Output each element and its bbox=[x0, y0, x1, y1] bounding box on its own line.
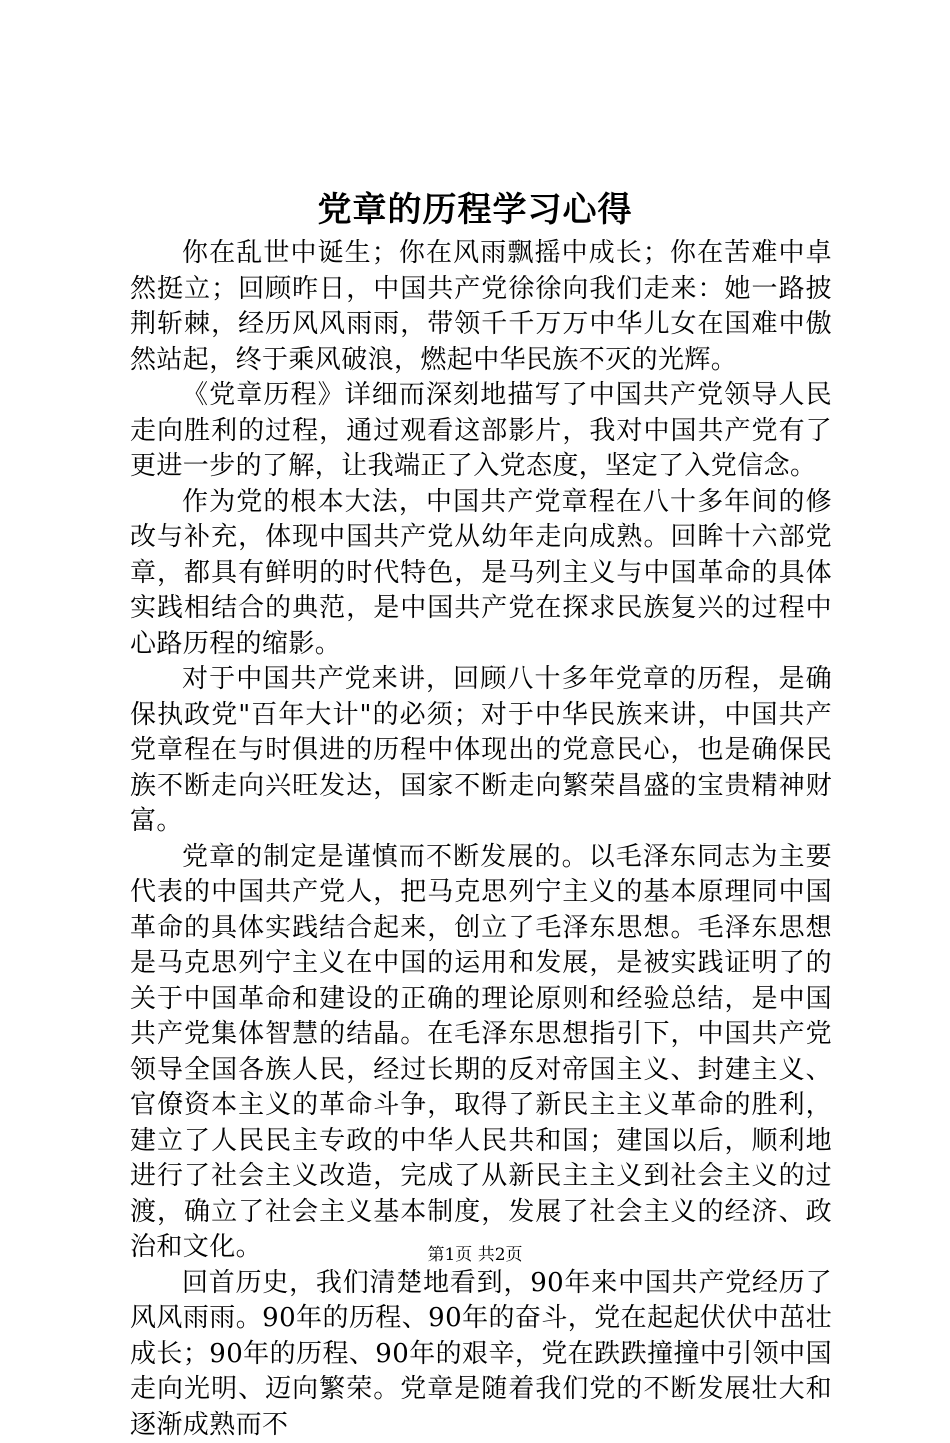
paragraph: 你在乱世中诞生；你在风雨飘摇中成长；你在苦难中卓然挺立；回顾昨日，中国共产党徐徐向我们走来：她一路披荆斩棘，经历风风雨雨，带领千千万万中华儿女在国难中傲然站起，终于乘风破浪，燃起中华民族不灭的光辉。 bbox=[130, 236, 832, 378]
paragraph: 对于中国共产党来讲，回顾八十多年党章的历程，是确保执政党"百年大计"的必须；对于中华民族来讲，中国共产党章程在与时俱进的历程中体现出的党意民心，也是确保民族不断走向兴旺发达，国家不断走向繁荣昌盛的宝贵精神财富。 bbox=[130, 662, 832, 840]
paragraph: 党章的制定是谨慎而不断发展的。以毛泽东同志为主要代表的中国共产党人，把马克思列宁主义的基本原理同中国革命的具体实践结合起来，创立了毛泽东思想。毛泽东思想是马克思列宁主义在中国的运用和发展，是被实践证明了的关于中国革命和建设的正确的理论原则和经验总结，是中国共产党集体智慧的结晶。在毛泽东思想指引下，中国共产党领导全国各族人民，经过长期的反对帝国主义、封建主义、官僚资本主义的革命斗争，取得了新民主主义革命的胜利，建立了人民民主专政的中华人民共和国；建国以后，顺利地进行了社会主义改造，完成了从新民主主义到社会主义的过渡，确立了社会主义基本制度，发展了社会主义的经济、政治和文化。 bbox=[130, 840, 832, 1266]
document-title: 党章的历程学习心得 bbox=[0, 186, 950, 234]
paragraph: 作为党的根本大法，中国共产党章程在八十多年间的修改与补充，体现中国共产党从幼年走向成熟。回眸十六部党章，都具有鲜明的时代特色，是马列主义与中国革命的具体实践相结合的典范，是中国共产党在探求民族复兴的过程中心路历程的缩影。 bbox=[130, 485, 832, 663]
paragraph: 回首历史，我们清楚地看到，90年来中国共产党经历了风风雨雨。90年的历程、90年的奋斗，党在起起伏伏中茁壮成长；90年的历程、90年的艰辛，党在跌跌撞撞中引领中国走向光明、迈向繁荣。党章是随着我们党的不断发展壮大和逐渐成熟而不 bbox=[130, 1266, 832, 1443]
paragraph: 《党章历程》详细而深刻地描写了中国共产党领导人民走向胜利的过程，通过观看这部影片，我对中国共产党有了更进一步的了解，让我端正了入党态度，坚定了入党信念。 bbox=[130, 378, 832, 485]
page-footer: 第1页 共2页 bbox=[0, 1243, 950, 1267]
